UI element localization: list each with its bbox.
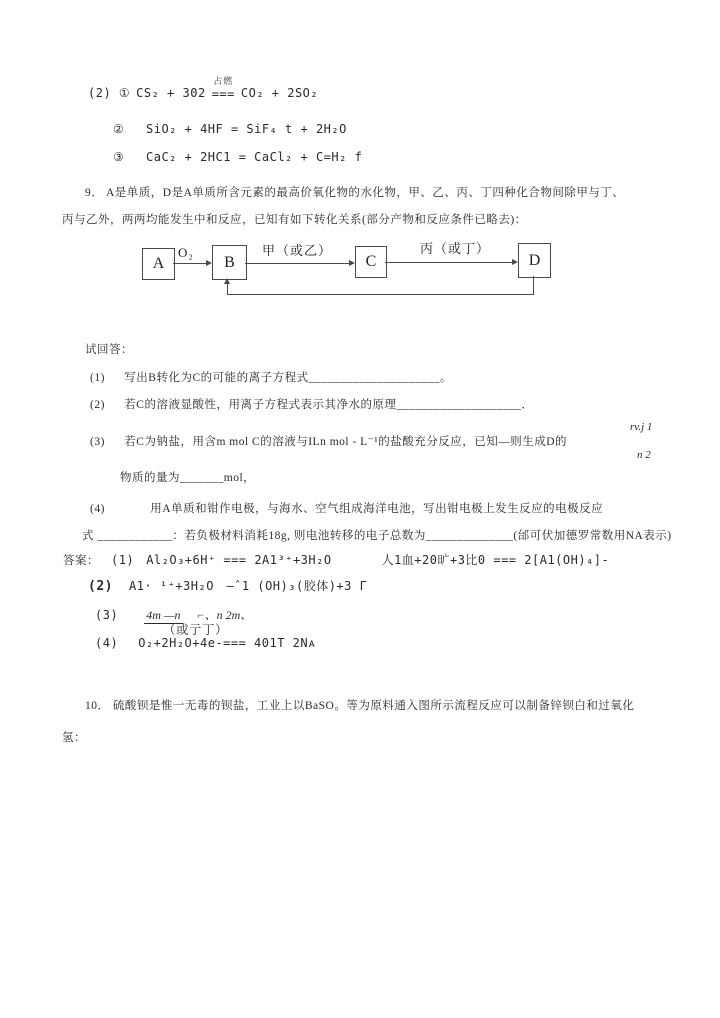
- answer-3-fraction: 4m —n: [146, 608, 181, 622]
- sub-question-1-number: (1): [90, 372, 105, 384]
- answer-4-line: [95, 634, 316, 652]
- diagram-box-b: B: [212, 245, 247, 280]
- question-10-line-1: 10． 硫酸钡是惟一无毒的钡盐，工业上以BaSO。等为原料通入图所示流程反应可以制备锌钡白和过氧化: [85, 700, 635, 712]
- sub-question-4-number: (4): [90, 503, 105, 515]
- equation-2-number: ②: [113, 122, 125, 136]
- equation-3-text: CaC₂ + 2HC1 = CaCl₂ + C=H₂ f: [146, 150, 363, 164]
- feedback-line-bottom: [227, 294, 534, 295]
- diagram-box-d: D: [518, 243, 551, 278]
- equation-line-2: [113, 122, 347, 136]
- equation-1-condition-stack: [212, 78, 235, 100]
- arrow-a-to-b-line: [173, 263, 207, 264]
- equation-line-1: [88, 78, 318, 100]
- arrow-c-to-d-head-icon: [512, 259, 518, 265]
- arrow-a-to-b-label: O₂: [178, 245, 194, 260]
- answer-2-text: A1· ¹⁺+3H₂O —ˆ1 (OH)₃(胶体)+3 Γ: [128, 579, 368, 593]
- equation-3-number: ③: [113, 150, 125, 164]
- feedback-line-right-vertical: [533, 276, 534, 295]
- equation-1-prefix: (2) ①: [88, 86, 131, 100]
- arrow-b-to-c-line: [245, 263, 350, 264]
- sub-question-4-continuation: 式 ____________：若负极材料消耗18g, 则电池转移的电子总数为______________(邰可伏加德罗常数用NA表示): [82, 530, 672, 542]
- answer-2-line: [88, 577, 367, 595]
- sub-question-2-number: (2): [90, 399, 105, 411]
- sub-question-3-text: 若C为钠盐，用含m mol C的溶液与ILn mol - L⁻¹的盐酸充分反应，已知—则生成D的: [124, 436, 568, 448]
- question-9-line-1: 9． A是单质，D是A单质所含元素的最高价氧化物的水化物，甲、乙、丙、丁四种化合物间除甲与丁、: [85, 187, 625, 199]
- margin-note-2: n 2: [637, 449, 651, 461]
- arrow-b-to-c-label: 甲（或乙）: [262, 243, 333, 258]
- arrow-c-to-d-label: 丙（或丁）: [420, 241, 491, 256]
- diagram-box-a: A: [142, 248, 175, 280]
- answer-2-number: (2): [88, 579, 113, 594]
- margin-note-1: rv.j 1: [630, 421, 653, 433]
- sub-question-3-continuation: 物质的量为_______mol，: [120, 472, 256, 484]
- arrow-b-to-c-head-icon: [349, 260, 355, 266]
- sub-question-1-text: 写出B转化为C的可能的离子方程式_____________________。: [124, 372, 452, 384]
- feedback-arrow-head-icon: [224, 278, 230, 284]
- answers-line-1: [63, 551, 609, 569]
- answer-3-rest: ⌐、n 2m、: [196, 608, 253, 622]
- answer-prompt: 试回答：: [85, 344, 133, 356]
- answer-4-number: (4): [95, 636, 119, 650]
- sub-question-2-text: 若C的溶液显酸性，用离子方程式表示其净水的原理____________________．: [124, 399, 534, 411]
- answer-1-number: (1): [111, 553, 135, 567]
- answer-3-below: （或亍丁）: [163, 623, 229, 637]
- sub-question-3-number: (3): [90, 436, 105, 448]
- sub-question-3: [90, 433, 567, 449]
- equation-2-text: SiO₂ + 4HF = SiF₄ t + 2H₂O: [146, 122, 347, 136]
- equation-1-sign: ===: [211, 87, 235, 101]
- answer-1-part-2: 人1血+20旷+3比0 === 2[A1(OH)₄]-: [381, 553, 610, 567]
- arrow-c-to-d-line: [385, 262, 513, 263]
- sub-question-4-text: 用A单质和钳作电极，与海水、空气组成海洋电池，写出钳电极上发生反应的电极反应: [150, 503, 604, 515]
- answer-1-part-1: Al₂O₃+6H⁺ === 2A1³⁺+3H₂O: [146, 553, 332, 567]
- sub-question-2: [90, 396, 533, 412]
- equation-1-left: CS₂ + 302: [136, 86, 206, 100]
- question-9-line-2: 丙与乙外，两两均能发生中和反应，已知有如下转化关系(部分产物和反应条件已略去)：: [62, 214, 527, 226]
- answer-4-text: O₂+2H₂O+4e-=== 401T 2Nᴀ: [138, 636, 316, 650]
- equation-1-right: CO₂ + 2SO₂: [240, 86, 319, 100]
- arrow-a-to-b-head-icon: [206, 260, 212, 266]
- sub-question-1: [90, 369, 452, 385]
- equation-line-3: [113, 150, 362, 164]
- answer-3-number: (3): [95, 608, 119, 622]
- diagram-box-c: C: [355, 246, 387, 278]
- answers-label: 答案：: [63, 555, 99, 567]
- equation-1-condition: 占燃: [213, 77, 234, 87]
- question-10-line-2: 氢：: [62, 732, 86, 744]
- sub-question-4: [90, 500, 603, 516]
